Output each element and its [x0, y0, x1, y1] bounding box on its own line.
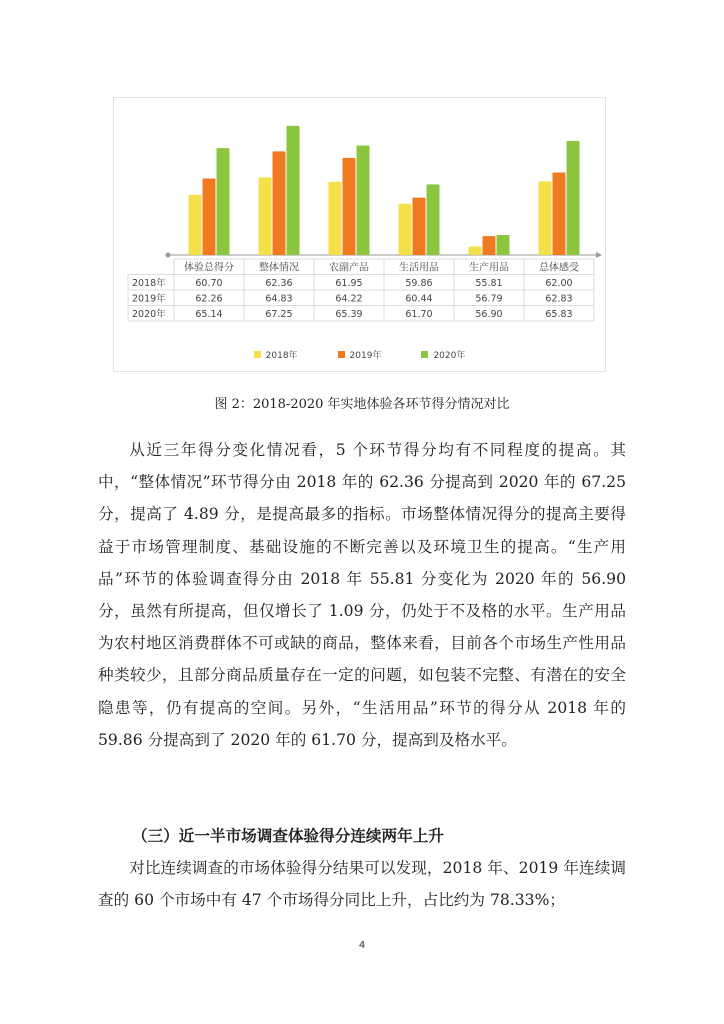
page-number: 4 — [358, 940, 366, 951]
table-cell-value: 64.83 — [265, 293, 293, 305]
category-label: 整体情况 — [259, 262, 299, 274]
table-cell-value: 61.95 — [335, 278, 363, 289]
table-cell-value: 60.70 — [195, 278, 223, 289]
bar-2019年-农副产品 — [343, 158, 356, 255]
bar-2020年-生活用品 — [427, 184, 440, 255]
x-axis-start-marker — [166, 253, 171, 258]
bar-2019年-整体情况 — [273, 151, 286, 255]
table-cell-value: 55.81 — [475, 278, 503, 289]
bar-2020年-总体感受 — [567, 141, 580, 255]
table-row-label: 2019年 — [132, 293, 166, 305]
legend-item-2018 — [254, 348, 298, 361]
bar-2018年-体验总得分 — [189, 195, 202, 255]
x-axis-end-marker — [596, 252, 602, 258]
legend-swatch-2018 — [254, 351, 261, 358]
bar-2019年-总体感受 — [553, 172, 566, 255]
category-label: 体验总得分 — [184, 262, 234, 274]
table-cell-value: 67.25 — [265, 309, 293, 320]
body-paragraph-2: 对比连续调查的市场体验得分结果可以发现，2018 年、2019 年连续调查的 60 个市场中有 47 个市场得分同比上升，占比约为 78.33%； — [98, 859, 626, 910]
table-cell-value: 65.14 — [195, 309, 223, 320]
bar-2020年-农副产品 — [357, 146, 370, 255]
section-heading: （三）近一半市场调查体验得分连续两年上升 — [132, 826, 444, 845]
bar-2019年-体验总得分 — [203, 178, 216, 255]
table-cell-value: 60.44 — [405, 293, 433, 305]
category-label: 总体感受 — [539, 262, 579, 274]
bar-chart — [113, 97, 606, 372]
bar-2020年-生产用品 — [497, 235, 510, 255]
legend-label-2020: 2020年 — [433, 351, 466, 361]
bar-2018年-生产用品 — [469, 246, 482, 255]
table-cell-value: 65.83 — [545, 309, 573, 320]
bar-2018年-生活用品 — [399, 204, 412, 255]
legend-item-2020 — [421, 348, 465, 361]
table-row-label: 2018年 — [132, 278, 166, 289]
legend-label-2018: 2018年 — [265, 351, 298, 361]
table-cell-value: 64.22 — [335, 293, 363, 305]
bar-2019年-生产用品 — [483, 236, 496, 255]
bar-2018年-整体情况 — [259, 177, 272, 255]
bar-2020年-整体情况 — [287, 126, 300, 255]
table-cell-value: 65.39 — [335, 309, 363, 320]
figure-caption: 图 2：2018-2020 年实地体验各环节得分情况对比 — [214, 397, 510, 412]
table-cell-value: 61.70 — [405, 309, 433, 320]
legend-label-2019: 2019年 — [349, 351, 382, 361]
bar-2018年-总体感受 — [539, 181, 552, 255]
table-cell-value: 56.79 — [475, 293, 503, 305]
legend-swatch-2019 — [338, 351, 345, 358]
table-cell-value: 62.36 — [265, 278, 293, 289]
bar-2019年-生活用品 — [413, 198, 426, 255]
chart-legend — [114, 348, 605, 361]
table-cell-value: 59.86 — [405, 278, 433, 289]
body-paragraph-1: 从近三年得分变化情况看，5 个环节得分均有不同程度的提高。其中，“整体情况”环节得分由 2018 年的 62.36 分提高到 2020 年的 67.25 分，提高了 4.89 分，是提高最多的指标。市场整体情况得分的提高主要得益于市场管理制度、基础设施的不断完善以及环境卫生的提高。“生产用品”环节的体验调查得分由 2018 年 55.81 分变化为 2020 年的 56.90 分，虽然有所提高，但仅增长了 1.09 分，仍处于不及格的水平。生产用品为农村地区消费群体不可或缺的商品，整体来看，目前各个市场生产性用品种类较少，且部分商品质量存在一定的问题，如包装不完整、有潜在的安全隐患等，仍有提高的空间。另外，“生活用品”环节的得分从 2018 年的 59.86 分提高到了 2020 年的 61.70 分，提高到及格水平。 — [98, 441, 626, 749]
bar-2018年-农副产品 — [329, 182, 342, 255]
category-label: 农副产品 — [329, 262, 369, 274]
table-cell-value: 56.90 — [475, 309, 503, 320]
chart-svg — [114, 98, 607, 373]
table-row-label: 2020年 — [132, 309, 166, 320]
bar-2020年-体验总得分 — [217, 148, 230, 255]
table-cell-value: 62.00 — [545, 278, 573, 289]
legend-swatch-2020 — [421, 351, 428, 358]
category-label: 生产用品 — [469, 262, 509, 274]
category-label: 生活用品 — [399, 262, 439, 274]
table-cell-value: 62.26 — [195, 293, 223, 305]
table-cell-value: 62.83 — [545, 293, 573, 305]
legend-item-2019 — [338, 348, 382, 361]
